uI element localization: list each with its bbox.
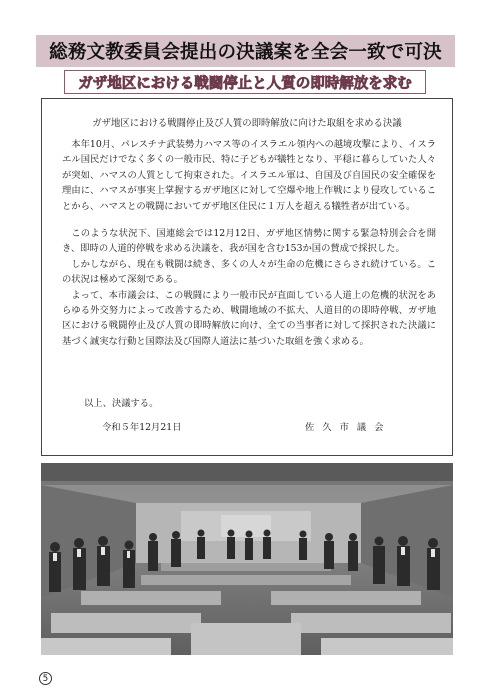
resolution-paragraph-1: 本年10月、パレスチナ武装勢力ハマス等のイスラエル領内への越境攻撃により、イスラエル国民だけでなく多くの一般市民、特に子どもが犠牲となり、平穏に暮らしていた人々が突如、ハマスの人質として拘束された。イスラエル軍は、自国及び自国民の安全確保を理由に、ハマスが事実上掌握するガザ地区に対して空爆や地上作戦により侵攻していることから、ハマスとの戦闘においてガザ地区住民に１万人を超える犠牲者が出ている。 xyxy=(62,139,436,212)
resolution-closing: 以上、決議する。 xyxy=(84,398,159,409)
headline: 総務文教委員会提出の決議案を全会一致で可決 xyxy=(36,35,455,67)
resolution-date: 令和５年12月21日 xyxy=(102,422,182,433)
resolution-paragraph-3: しかしながら、現在も戦闘は続き、多くの人々が生命の危機にさらされ続けている。この状況は極めて深刻である。 xyxy=(62,258,436,286)
resolution-title: ガザ地区における戦闘停止及び人質の即時解放に向けた取組を求める決議 xyxy=(92,118,402,129)
page-number: 5 xyxy=(39,672,52,685)
resolution-signer: 佐久市議会 xyxy=(305,422,392,433)
resolution-paragraph-4: よって、本市議会は、この戦闘により一般市民が直面している人道上の危機的状況をあらゆる外交努力によって改善するため、戦闘地域の不拡大、人道目的の即時停戦、ガザ地区における戦闘停止及び人質の即時解放に向け、全ての当事者に対して採択された決議に基づく誠実な行動と国際法及び国際人道法に基づいた取組を強く求める。 xyxy=(62,289,436,347)
resolution-box xyxy=(41,98,453,456)
resolution-paragraph-2: このような状況下、国連総会では12月12日、ガザ地区情勢に関する緊急特別会合を開き、即時の人道的停戦を求める決議を、我が国を含む153か国の賛成で採択した。 xyxy=(62,228,436,255)
resolution-body xyxy=(62,137,436,349)
subheadline: ガザ地区における戦闘停止と人質の即時解放を求む xyxy=(64,70,426,94)
council-chamber-photo xyxy=(41,463,453,655)
